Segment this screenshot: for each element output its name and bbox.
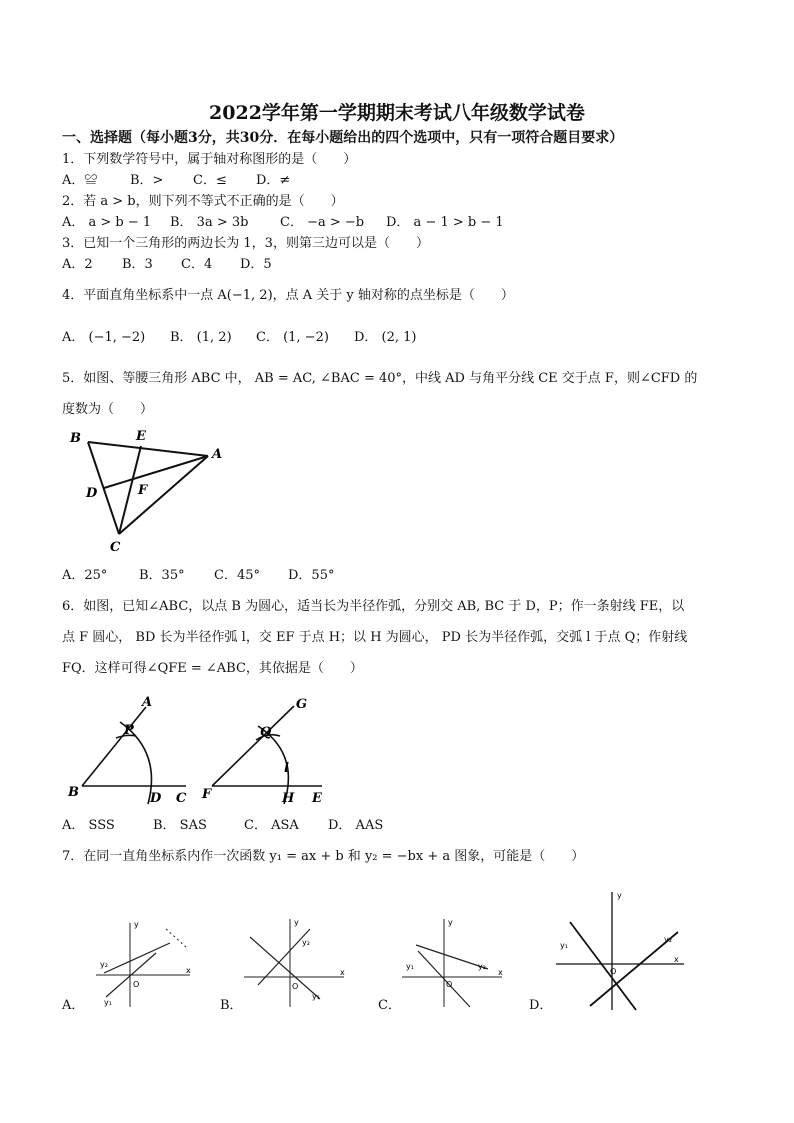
label-y2: y₂ (664, 935, 672, 944)
q5-triangle-figure (62, 424, 242, 559)
question-7-stem: 7．在同一直角坐标系内作一次函数 y₁ = ax + b 和 y₂ = −bx + a 图象，可能是（ ） (62, 849, 585, 864)
label-o: O (133, 980, 140, 989)
q1-option-c[interactable]: C．≤ (193, 173, 227, 188)
label-y1: y₁ (312, 992, 320, 1001)
q3-option-c[interactable]: C．4 (181, 257, 213, 272)
label-e: E (312, 791, 322, 806)
q7-graph-c (398, 915, 508, 1010)
label-g: G (296, 697, 308, 712)
q7-graph-b (240, 915, 350, 1010)
q6-figure-right (198, 692, 333, 810)
q6-option-a[interactable]: A． SSS (62, 818, 115, 833)
q1-option-d[interactable]: D．≠ (256, 173, 291, 188)
question-6-stem-line1: 6．如图，已知∠ABC，以点 B 为圆心，适当长为半径作弧，分别交 AB, BC 于 D，P；作一条射线 FE，以 (62, 599, 685, 614)
label-e: E (136, 429, 146, 444)
label-a: A (142, 695, 153, 710)
label-d: D (86, 486, 98, 501)
q4-option-d[interactable]: D． (2, 1) (354, 330, 417, 345)
label-x: x (674, 955, 679, 964)
question-4-stem: 4．平面直角坐标系中一点 A(−1, 2)，点 A 关于 y 轴对称的点坐标是（ ） (62, 288, 514, 303)
label-y: y (134, 920, 139, 929)
label-x: x (186, 966, 191, 975)
line-dashed (166, 929, 186, 947)
q6-figure-left (62, 692, 197, 810)
label-y1: y₁ (104, 998, 112, 1007)
q6-option-b[interactable]: B． SAS (153, 818, 207, 833)
q2-option-b[interactable]: B． 3a > 3b (170, 215, 249, 230)
label-q: Q (260, 725, 272, 740)
question-5-stem-line1: 5．如图、等腰三角形 ABC 中， AB = AC, ∠BAC = 40°，中线 AD 与角平分线 CE 交于点 F，则∠CFD 的 (62, 371, 698, 386)
ray-ba (82, 707, 146, 786)
label-y2: y₂ (100, 960, 108, 969)
segment-ca (119, 456, 208, 534)
q5-option-c[interactable]: C．45° (214, 568, 260, 583)
page-title: 2022学年第一学期期末考试八年级数学试卷 (209, 102, 585, 124)
label-x: x (498, 968, 503, 977)
q6-option-c[interactable]: C． ASA (244, 818, 299, 833)
label-o: O (610, 967, 617, 976)
q3-option-b[interactable]: B．3 (122, 257, 153, 272)
question-1-stem: 1．下列数学符号中，属于轴对称图形的是（ ） (62, 152, 357, 167)
label-f: F (202, 787, 212, 802)
label-y: y (617, 891, 622, 900)
label-h: H (282, 791, 295, 806)
q5-option-b[interactable]: B．35° (139, 568, 185, 583)
question-6-stem-line2: 点 F 圆心， BD 长为半径作弧 l，交 EF 于点 H；以 H 为圆心， PD 长为半径作弧，交弧 l 于点 Q；作射线 (62, 630, 688, 645)
q6-option-d[interactable]: D． AAS (328, 818, 384, 833)
q2-option-d[interactable]: D． a − 1 > b − 1 (386, 215, 504, 230)
question-2-stem: 2．若 a > b，则下列不等式不正确的是（ ） (62, 194, 344, 209)
segment-ba (88, 442, 208, 456)
q7-graph-a (90, 915, 200, 1010)
label-y1: y₁ (406, 962, 414, 971)
q4-option-a[interactable]: A． (−1, −2) (62, 330, 146, 345)
label-b: B (70, 431, 81, 446)
question-3-stem: 3．已知一个三角形的两边长为 1，3，则第三边可以是（ ） (62, 236, 429, 251)
q2-option-c[interactable]: C． −a > −b (280, 215, 365, 230)
label-f: F (138, 483, 148, 498)
q7-option-d[interactable]: D． (529, 998, 553, 1013)
ray-fg (212, 706, 294, 786)
label-b: B (68, 785, 79, 800)
label-c: C (176, 791, 187, 806)
q5-option-a[interactable]: A．25° (62, 568, 108, 583)
label-o: O (446, 980, 453, 989)
label-y2: y₂ (302, 938, 310, 947)
question-5-stem-line2: 度数为（ ） (62, 402, 154, 417)
label-o: O (292, 982, 299, 991)
section-heading: 一、选择题（每小题3分，共30分．在每小题给出的四个选项中，只有一项符合题目要求） (62, 130, 624, 146)
q7-option-b[interactable]: B． (220, 998, 243, 1013)
q4-option-b[interactable]: B． (1, 2) (170, 330, 232, 345)
q1-option-b[interactable]: B．> (130, 173, 164, 188)
q7-option-a[interactable]: A． (62, 998, 85, 1013)
q7-option-c[interactable]: C． (378, 998, 401, 1013)
question-6-stem-line3: FQ．这样可得∠QFE = ∠ABC，其依据是（ ） (62, 661, 363, 676)
label-y: y (294, 918, 299, 927)
label-d: D (150, 791, 162, 806)
q5-option-d[interactable]: D．55° (288, 568, 335, 583)
label-y: y (448, 918, 453, 927)
label-p: P (124, 723, 134, 738)
q3-option-d[interactable]: D．5 (240, 257, 272, 272)
label-x: x (340, 968, 345, 977)
q3-option-a[interactable]: A．2 (62, 257, 93, 272)
line-y1 (570, 922, 636, 1010)
q2-option-a[interactable]: A． a > b − 1 (62, 215, 152, 230)
label-c: C (110, 540, 121, 555)
q4-option-c[interactable]: C． (1, −2) (256, 330, 329, 345)
label-l: l (284, 761, 289, 776)
line-y2 (104, 943, 170, 973)
segment-ad (104, 456, 208, 488)
label-a: A (212, 447, 223, 462)
q7-graph-d (552, 888, 692, 1013)
label-y2: y₂ (478, 962, 486, 971)
q1-option-a[interactable]: A．≌ (62, 173, 98, 188)
label-y1: y₁ (560, 941, 568, 950)
